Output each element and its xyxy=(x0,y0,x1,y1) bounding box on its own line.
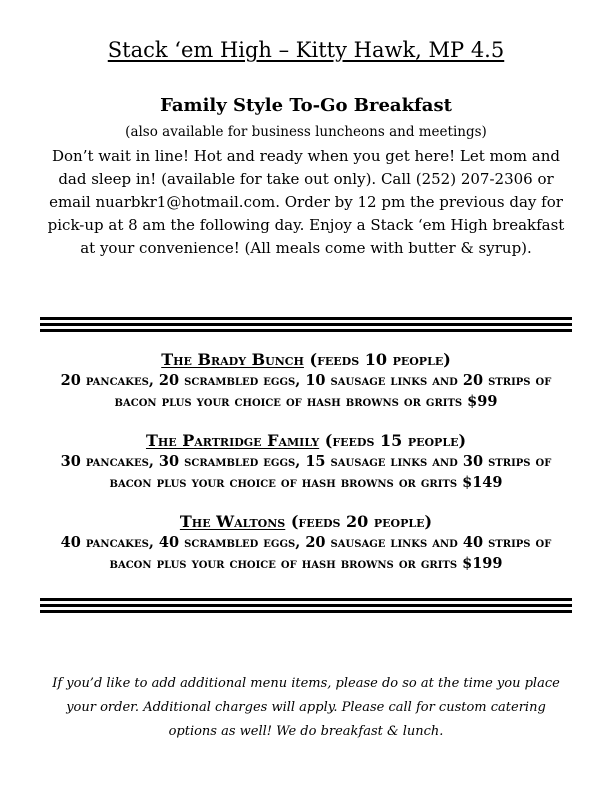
package-waltons xyxy=(30,512,582,574)
package-partridge-family xyxy=(30,431,582,493)
intro-line: dad sleep in! (available for take out only). Call (252) 207-2306 or xyxy=(58,170,554,188)
package-feeds: (feeds 20 people) xyxy=(290,512,433,531)
package-heading xyxy=(30,350,582,370)
package-feeds: (feeds 15 people) xyxy=(324,431,467,450)
intro-line: Don’t wait in line! Hot and ready when you get here! Let mom and xyxy=(51,147,560,165)
footer-line: options as well! We do breakfast & lunch. xyxy=(168,724,444,739)
intro-line: pick-up at 8 am the following day. Enjoy a Stack ‘em High breakfast xyxy=(47,216,565,234)
footer-line: your order. Additional charges will apply. Please call for custom catering xyxy=(66,700,546,715)
package-feeds: (feeds 10 people) xyxy=(309,350,451,369)
package-description-line: 40 pancakes, 40 scrambled eggs, 20 sausage links and 40 strips of xyxy=(60,534,552,551)
package-brady-bunch xyxy=(30,350,582,412)
triple-line-divider xyxy=(40,598,572,616)
package-description-line: bacon plus your choice of hash browns or grits $149 xyxy=(109,474,503,491)
intro-line: email nuarbkr1@hotmail.com. Order by 12 pm the previous day for xyxy=(49,193,563,211)
package-name: The Partridge Family xyxy=(145,431,320,450)
package-description-line: bacon plus your choice of hash browns or grits $199 xyxy=(109,555,503,572)
subtitle-note: (also available for business luncheons and meetings) xyxy=(125,124,487,140)
section-title: Family Style To-Go Breakfast xyxy=(160,95,452,116)
footer-line: If you’d like to add additional menu items, please do so at the time you place xyxy=(52,676,560,691)
intro-line: at your convenience! (All meals come with butter & syrup). xyxy=(80,239,532,257)
package-heading xyxy=(30,512,582,532)
package-name: The Waltons xyxy=(179,512,286,531)
intro-paragraph xyxy=(40,145,572,260)
package-description-line: 30 pancakes, 30 scrambled eggs, 15 sausage links and 30 strips of xyxy=(60,453,552,470)
footer-note xyxy=(50,672,562,744)
package-description-line: 20 pancakes, 20 scrambled eggs, 10 sausage links and 20 strips of xyxy=(60,372,552,389)
package-name: The Brady Bunch xyxy=(161,350,304,369)
package-description-line: bacon plus your choice of hash browns or grits $99 xyxy=(114,393,498,410)
page-title: Stack ‘em High – Kitty Hawk, MP 4.5 xyxy=(107,38,505,62)
triple-line-divider xyxy=(40,317,572,335)
package-heading xyxy=(30,431,582,451)
